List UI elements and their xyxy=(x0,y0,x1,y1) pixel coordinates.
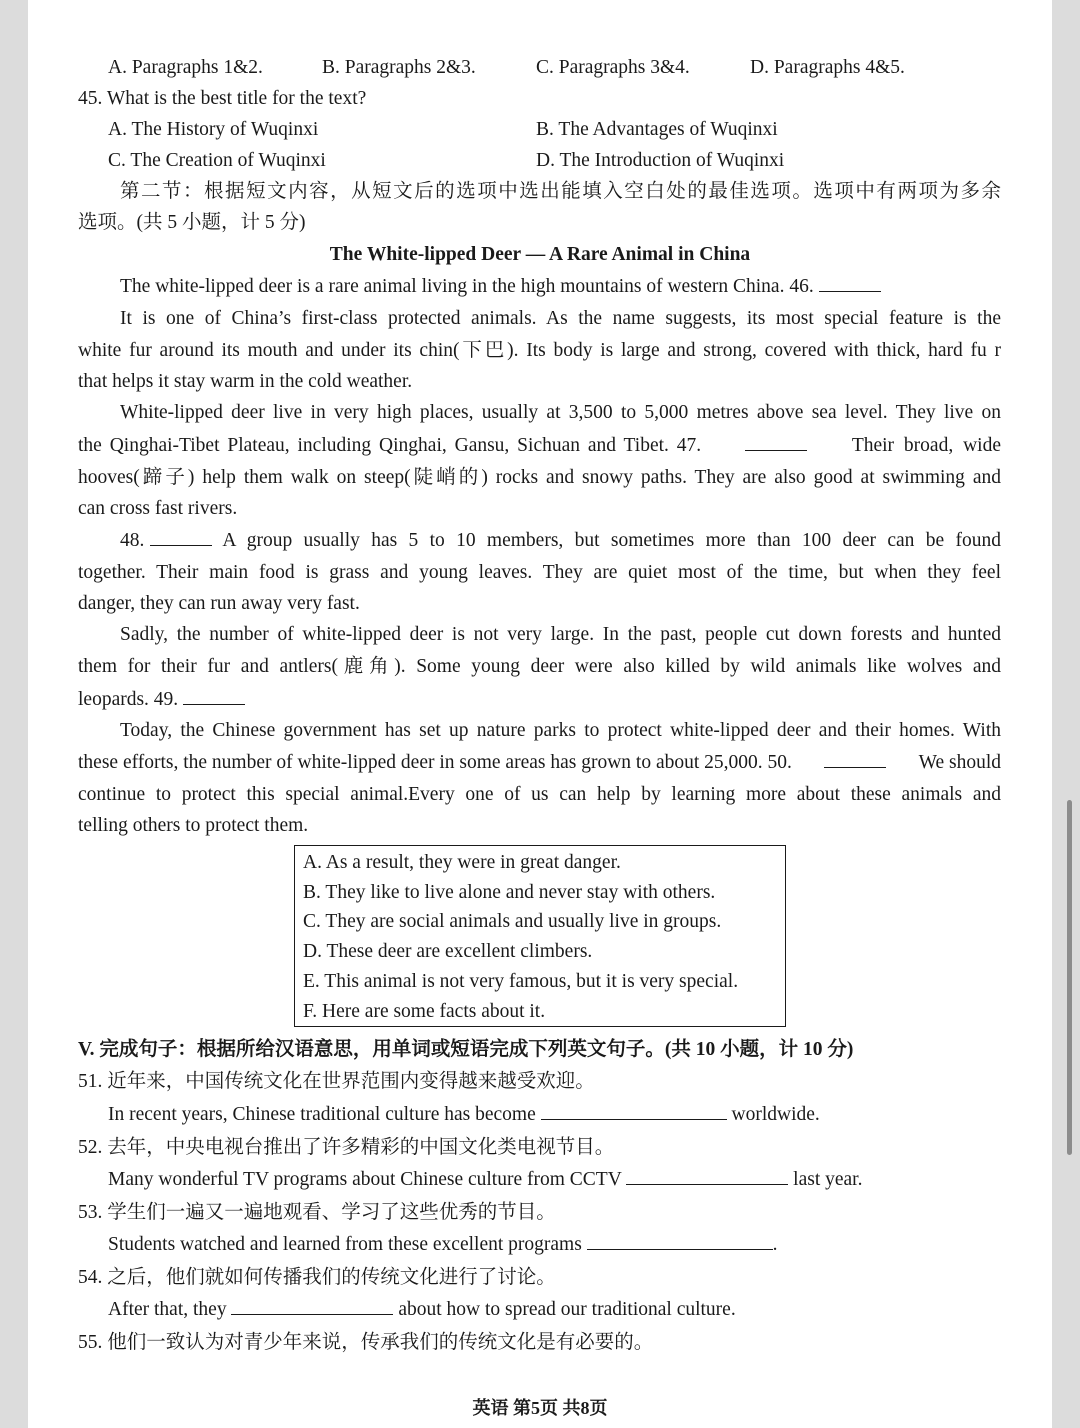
blank-51[interactable] xyxy=(541,1102,727,1120)
q51-english: In recent years, Chinese traditional culture has become worldwide. xyxy=(108,1104,820,1125)
passage-line: White-lipped deer live in very high places, usually at 3,500 to 5,000 metres above sea level. They live on xyxy=(120,402,1001,423)
passage-line: together. Their main food is grass and young leaves. They are quiet most of the time, but when they feel xyxy=(78,562,1001,583)
q54-english: After that, they about how to spread our traditional culture. xyxy=(108,1299,736,1320)
passage-line: Sadly, the number of white-lipped deer is not very large. In the past, people cut down forests and hunted xyxy=(120,624,1001,645)
passage-line: continue to protect this special animal.Every one of us can help by learning more about these animals and xyxy=(78,784,1001,805)
q53-chinese: 53. 学生们一遍又一遍地观看、学习了这些优秀的节目。 xyxy=(78,1202,556,1223)
section2-instruction-line1: 第二节：根据短文内容，从短文后的选项中选出能填入空白处的最佳选项。选项中有两项为多余 xyxy=(120,181,1001,202)
blank-49[interactable] xyxy=(183,687,245,705)
q51-chinese: 51. 近年来，中国传统文化在世界范围内变得越来越受欢迎。 xyxy=(78,1071,595,1092)
option-b: B. They like to live alone and never stay with others. xyxy=(303,882,716,903)
q52-english: Many wonderful TV programs about Chinese culture from CCTV last year. xyxy=(108,1169,863,1190)
blank-54[interactable] xyxy=(231,1297,393,1315)
blank-52[interactable] xyxy=(626,1167,788,1185)
passage-line: The white-lipped deer is a rare animal living in the high mountains of western China. 46. xyxy=(120,274,881,300)
q53-english: Students watched and learned from these excellent programs . xyxy=(108,1234,778,1255)
passage-line: telling others to protect them. xyxy=(78,815,309,836)
blank-48[interactable] xyxy=(150,528,212,546)
exam-page xyxy=(28,0,1052,1428)
passage-line: Today, the Chinese government has set up nature parks to protect white-lipped deer and their homes. With xyxy=(120,720,1001,741)
passage-line: these efforts, the number of white-lipped deer in some areas has grown to about 25,000. 50. We should xyxy=(78,752,1001,773)
passage-line: leopards. 49. xyxy=(78,687,245,713)
passage-line: them for their fur and antlers(鹿角). Some young deer were also killed by wild animals like wolves and xyxy=(78,656,1001,677)
option-c: C. They are social animals and usually live in groups. xyxy=(303,911,722,932)
q44-option-a: A. Paragraphs 1&2. xyxy=(108,57,263,78)
blank-50[interactable] xyxy=(824,750,886,768)
passage-line: 48. A group usually has 5 to 10 members, but sometimes more than 100 deer can be found xyxy=(120,530,1001,551)
passage-line: danger, they can run away very fast. xyxy=(78,593,360,614)
q45-option-c: C. The Creation of Wuqinxi xyxy=(108,150,326,171)
q44-option-b: B. Paragraphs 2&3. xyxy=(322,57,476,78)
option-a: A. As a result, they were in great danger. xyxy=(303,852,621,873)
q45-stem: 45. What is the best title for the text? xyxy=(78,88,367,109)
passage-line: the Qinghai-Tibet Plateau, including Qinghai, Gansu, Sichuan and Tibet. 47. Their broad, wide xyxy=(78,435,1001,456)
q45-option-a: A. The History of Wuqinxi xyxy=(108,119,319,140)
passage-title: The White-lipped Deer — A Rare Animal in China xyxy=(329,244,751,265)
q45-option-b: B. The Advantages of Wuqinxi xyxy=(536,119,778,140)
page-footer: 英语 第5页 共8页 xyxy=(472,1398,608,1418)
section2-instruction-line2: 选项。(共 5 小题，计 5 分) xyxy=(78,212,306,233)
q54-chinese: 54. 之后，他们就如何传播我们的传统文化进行了讨论。 xyxy=(78,1267,556,1288)
scrollbar-thumb[interactable] xyxy=(1067,800,1072,1155)
blank-47[interactable] xyxy=(745,433,807,451)
q52-chinese: 52. 去年，中央电视台推出了许多精彩的中国文化类电视节目。 xyxy=(78,1137,615,1158)
blank-53[interactable] xyxy=(587,1232,773,1250)
passage-line: It is one of China’s first-class protected animals. As the name suggests, its most special feature is the xyxy=(120,308,1001,329)
q55-chinese: 55. 他们一致认为对青少年来说，传承我们的传统文化是有必要的。 xyxy=(78,1332,654,1353)
options-box xyxy=(294,845,786,1027)
passage-line: hooves(蹄子) help them walk on steep(陡峭的) rocks and snowy paths. They are also good at swimming and xyxy=(78,467,1001,488)
q45-option-d: D. The Introduction of Wuqinxi xyxy=(536,150,785,171)
option-f: F. Here are some facts about it. xyxy=(303,1001,546,1022)
passage-line: can cross fast rivers. xyxy=(78,498,238,519)
option-e: E. This animal is not very famous, but it is very special. xyxy=(303,971,739,992)
section5-heading: V. 完成句子：根据所给汉语意思，用单词或短语完成下列英文句子。(共 10 小题，计 10 分) xyxy=(78,1039,854,1060)
passage-line: that helps it stay warm in the cold weather. xyxy=(78,371,413,392)
q44-option-d: D. Paragraphs 4&5. xyxy=(750,57,905,78)
passage-line: white fur around its mouth and under its chin(下巴). Its body is large and strong, covered with thick, hard fu r xyxy=(78,340,1001,361)
q44-option-c: C. Paragraphs 3&4. xyxy=(536,57,690,78)
option-d: D. These deer are excellent climbers. xyxy=(303,941,593,962)
blank-46[interactable] xyxy=(819,274,881,292)
